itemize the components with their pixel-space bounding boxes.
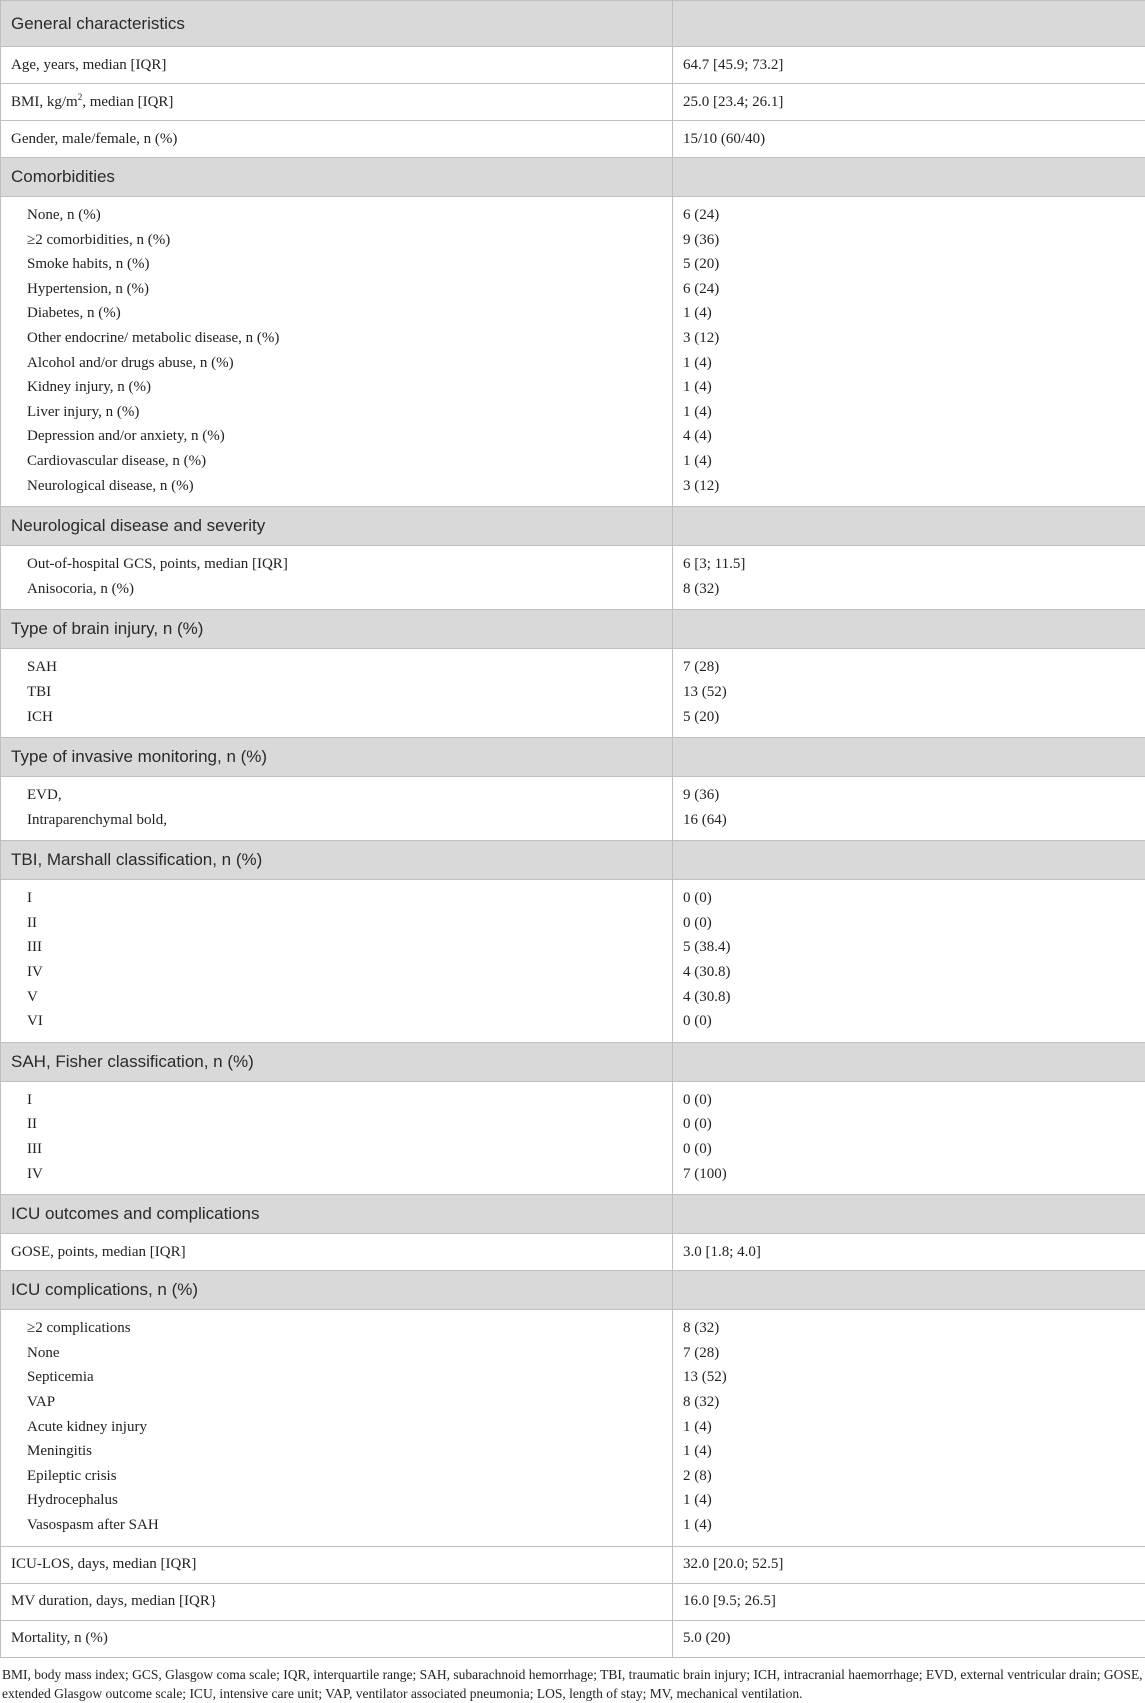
group-item-value: 8 (32): [673, 1316, 1145, 1341]
table-body: [1, 1, 1145, 1658]
group-item-label: Neurological disease, n (%): [1, 474, 672, 499]
group-item-label: Meningitis: [1, 1439, 672, 1464]
row-value: 64.7 [45.9; 73.2]: [673, 47, 1145, 84]
general-row: [1, 84, 1145, 121]
group-item-value: 0 (0): [673, 1009, 1145, 1034]
group-item-label: IV: [1, 1162, 672, 1187]
section-group-neuro-severity: [1, 546, 1145, 610]
group-item-value: 6 [3; 11.5]: [673, 552, 1145, 577]
section-title: Neurological disease and severity: [1, 507, 673, 546]
group-item-label: Alcohol and/or drugs abuse, n (%): [1, 351, 672, 376]
group-item-value: 1 (4): [673, 351, 1145, 376]
group-labels: [1, 197, 673, 507]
section-header-empty: [673, 507, 1145, 546]
row-value: 16.0 [9.5; 26.5]: [673, 1583, 1145, 1620]
group-item-label: III: [1, 1137, 672, 1162]
table-header-row: [1, 1, 1145, 47]
group-item-value: 1 (4): [673, 400, 1145, 425]
group-item-label: Liver injury, n (%): [1, 400, 672, 425]
group-item-value: 1 (4): [673, 1513, 1145, 1538]
group-item-value: 6 (24): [673, 277, 1145, 302]
group-item-value: 5 (20): [673, 252, 1145, 277]
row-value: 15/10 (60/40): [673, 121, 1145, 158]
group-item-label: Cardiovascular disease, n (%): [1, 449, 672, 474]
group-values: [673, 649, 1145, 738]
group-item-label: Intraparenchymal bold,: [1, 808, 672, 833]
section-group-marshall: [1, 880, 1145, 1043]
group-item-label: EVD,: [1, 783, 672, 808]
group-item-label: Depression and/or anxiety, n (%): [1, 424, 672, 449]
group-item-label: Acute kidney injury: [1, 1415, 672, 1440]
section-header-complications: [1, 1271, 1145, 1310]
group-item-value: 7 (100): [673, 1162, 1145, 1187]
section-header-neuro-severity: [1, 507, 1145, 546]
section-title: Type of invasive monitoring, n (%): [1, 738, 673, 777]
group-item-label: II: [1, 1112, 672, 1137]
group-item-label: VAP: [1, 1390, 672, 1415]
section-group-comorbidities: [1, 197, 1145, 507]
row-label: Mortality, n (%): [1, 1620, 673, 1657]
group-item-value: 13 (52): [673, 680, 1145, 705]
section-header-empty: [673, 841, 1145, 880]
group-item-label: SAH: [1, 655, 672, 680]
group-item-value: 3 (12): [673, 474, 1145, 499]
group-values: [673, 1081, 1145, 1194]
section-header-empty: [673, 1042, 1145, 1081]
group-item-value: 13 (52): [673, 1365, 1145, 1390]
group-labels: [1, 880, 673, 1043]
group-item-label: IV: [1, 960, 672, 985]
group-item-value: 16 (64): [673, 808, 1145, 833]
superscript-two: 2: [78, 92, 83, 102]
group-item-label: Epileptic crisis: [1, 1464, 672, 1489]
group-item-label: II: [1, 911, 672, 936]
section-header-empty: [673, 1195, 1145, 1234]
group-item-label: TBI: [1, 680, 672, 705]
group-item-label: I: [1, 886, 672, 911]
section-title: Comorbidities: [1, 158, 673, 197]
row-value: 3.0 [1.8; 4.0]: [673, 1234, 1145, 1271]
group-item-label: Diabetes, n (%): [1, 301, 672, 326]
group-item-label: Vasospasm after SAH: [1, 1513, 672, 1538]
group-item-value: 0 (0): [673, 911, 1145, 936]
group-item-label: Smoke habits, n (%): [1, 252, 672, 277]
group-item-label: None: [1, 1341, 672, 1366]
group-item-label: ≥2 complications: [1, 1316, 672, 1341]
group-item-value: 0 (0): [673, 886, 1145, 911]
group-item-value: 4 (30.8): [673, 960, 1145, 985]
group-item-value: 0 (0): [673, 1137, 1145, 1162]
group-item-label: None, n (%): [1, 203, 672, 228]
group-item-label: VI: [1, 1009, 672, 1034]
final-row: [1, 1546, 1145, 1583]
general-row: [1, 47, 1145, 84]
section-header-fisher: [1, 1042, 1145, 1081]
group-values: [673, 197, 1145, 507]
group-item-label: V: [1, 985, 672, 1010]
group-item-value: 1 (4): [673, 301, 1145, 326]
group-item-label: I: [1, 1088, 672, 1113]
group-labels: [1, 777, 673, 841]
section-header-outcomes: [1, 1195, 1145, 1234]
group-item-label: III: [1, 935, 672, 960]
group-item-value: 1 (4): [673, 375, 1145, 400]
final-row: [1, 1620, 1145, 1657]
group-item-label: Kidney injury, n (%): [1, 375, 672, 400]
group-values: [673, 546, 1145, 610]
section-header-empty: [673, 610, 1145, 649]
section-group-brain-injury: [1, 649, 1145, 738]
row-label: Age, years, median [IQR]: [1, 47, 673, 84]
row-label: MV duration, days, median [IQR}: [1, 1583, 673, 1620]
group-labels: [1, 1081, 673, 1194]
table-footnote: BMI, body mass index; GCS, Glasgow coma scale; IQR, interquartile range; SAH, subarachnoid hemorrhage; TBI, traumatic brain injury; ICH, intracranial haemorrhage; EVD, external ventricular drain; GOSE, extended Glasgow outcome scale; ICU, intensive care unit; VAP, ventilator associated pneumonia; LOS, length of stay; MV, mechanical ventilation.: [0, 1658, 1145, 1703]
section-title: TBI, Marshall classification, n (%): [1, 841, 673, 880]
group-item-value: 9 (36): [673, 783, 1145, 808]
group-item-value: 7 (28): [673, 1341, 1145, 1366]
group-item-value: 8 (32): [673, 577, 1145, 602]
section-header-monitoring: [1, 738, 1145, 777]
group-labels: [1, 546, 673, 610]
group-item-label: ≥2 comorbidities, n (%): [1, 228, 672, 253]
section-header-brain-injury: [1, 610, 1145, 649]
row-label: Gender, male/female, n (%): [1, 121, 673, 158]
group-labels: [1, 649, 673, 738]
section-header-comorbidities: [1, 158, 1145, 197]
group-item-value: 4 (4): [673, 424, 1145, 449]
table-header-empty: [673, 1, 1145, 47]
row-label: BMI, $kg/m^2$, median [IQR]: [1, 84, 673, 121]
group-item-value: 5 (38.4): [673, 935, 1145, 960]
group-item-label: Hypertension, n (%): [1, 277, 672, 302]
section-title: ICU outcomes and complications: [1, 1195, 673, 1234]
group-item-value: 0 (0): [673, 1088, 1145, 1113]
group-item-value: 4 (30.8): [673, 985, 1145, 1010]
group-item-label: Out-of-hospital GCS, points, median [IQR]: [1, 552, 672, 577]
table-title: General characteristics: [1, 1, 673, 47]
group-item-value: 0 (0): [673, 1112, 1145, 1137]
section-header-empty: [673, 1271, 1145, 1310]
row-label: ICU-LOS, days, median [IQR]: [1, 1546, 673, 1583]
outcome-row: [1, 1234, 1145, 1271]
group-item-label: Other endocrine/ metabolic disease, n (%): [1, 326, 672, 351]
group-item-value: 6 (24): [673, 203, 1145, 228]
row-value: 25.0 [23.4; 26.1]: [673, 84, 1145, 121]
group-item-label: Anisocoria, n (%): [1, 577, 672, 602]
group-item-label: Septicemia: [1, 1365, 672, 1390]
section-group-monitoring: [1, 777, 1145, 841]
section-group-fisher: [1, 1081, 1145, 1194]
section-group-complications: [1, 1310, 1145, 1546]
general-row: [1, 121, 1145, 158]
group-labels: [1, 1310, 673, 1546]
final-row: [1, 1583, 1145, 1620]
group-item-value: 9 (36): [673, 228, 1145, 253]
section-header-empty: [673, 158, 1145, 197]
section-title: ICU complications, n (%): [1, 1271, 673, 1310]
group-item-value: 7 (28): [673, 655, 1145, 680]
group-item-label: Hydrocephalus: [1, 1488, 672, 1513]
group-item-value: 5 (20): [673, 705, 1145, 730]
group-values: [673, 777, 1145, 841]
group-item-value: 3 (12): [673, 326, 1145, 351]
section-title: SAH, Fisher classification, n (%): [1, 1042, 673, 1081]
group-item-value: 1 (4): [673, 449, 1145, 474]
section-header-marshall: [1, 841, 1145, 880]
row-value: 32.0 [20.0; 52.5]: [673, 1546, 1145, 1583]
group-item-value: 1 (4): [673, 1488, 1145, 1513]
group-values: [673, 1310, 1145, 1546]
group-item-value: 1 (4): [673, 1439, 1145, 1464]
group-item-label: ICH: [1, 705, 672, 730]
row-value: 5.0 (20): [673, 1620, 1145, 1657]
section-header-empty: [673, 738, 1145, 777]
section-title: Type of brain injury, n (%): [1, 610, 673, 649]
group-item-value: 2 (8): [673, 1464, 1145, 1489]
group-item-value: 1 (4): [673, 1415, 1145, 1440]
group-item-value: 8 (32): [673, 1390, 1145, 1415]
row-label: GOSE, points, median [IQR]: [1, 1234, 673, 1271]
group-values: [673, 880, 1145, 1043]
